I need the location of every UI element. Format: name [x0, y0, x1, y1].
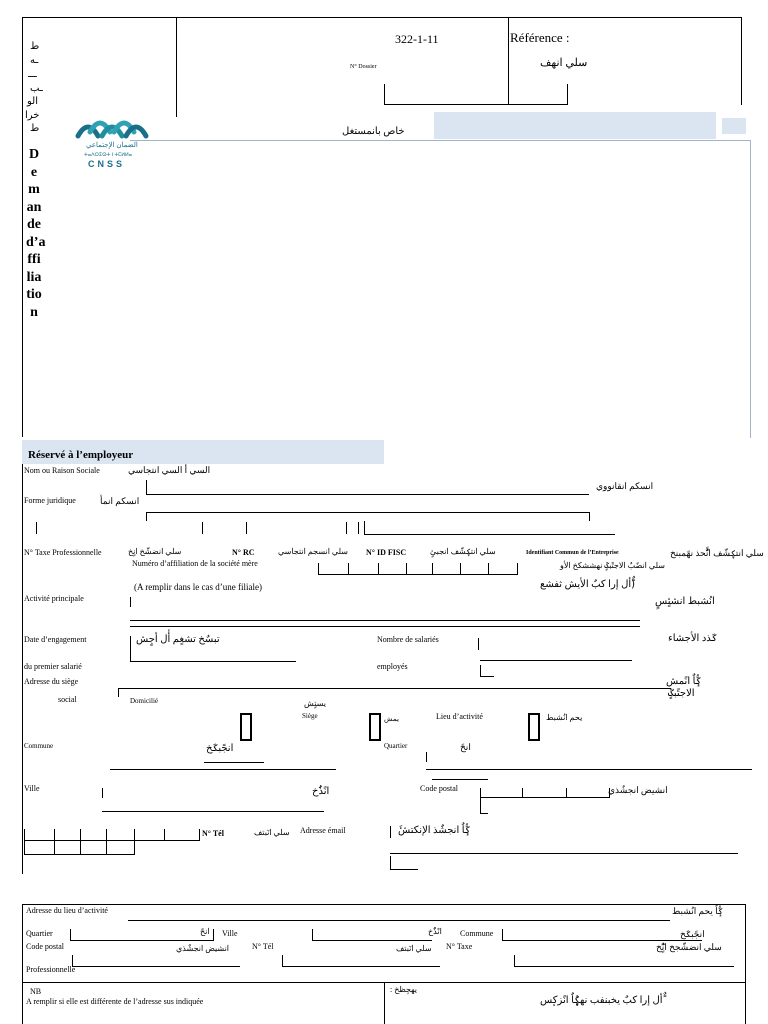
commune-label: Commune: [24, 742, 54, 750]
aa-postal-label: Code postal: [26, 942, 64, 951]
tel-label: N° Tél: [202, 829, 224, 838]
address-label-ar2: الاجتًبػٍ: [668, 688, 695, 699]
address-label-ar: ػُٕاٌ انًمش: [666, 676, 702, 687]
logo-small-text: ⵜⴰⴷⵔⵉⵙⵜ ⵏ ⵜⵎⵍⵍⴰ: [84, 153, 132, 158]
reference-label-ar: سلي انهف: [540, 57, 588, 69]
idfisc-label: N° ID FISC: [366, 548, 407, 557]
aa-taxe-label-ar: سلي انضشّجخ انًٍُٓخ: [656, 942, 722, 952]
vertical-title: Demande d’affiliation: [26, 147, 46, 320]
address-input[interactable]: [118, 688, 671, 697]
aa-commune-input[interactable]: [502, 929, 702, 941]
fill-note-ar: (ًٌأل إرا كبٌ الأيش ثفشع: [540, 579, 636, 590]
legal-form-label-ar: انسكم انمأ: [100, 496, 140, 506]
header-area: [0, 0, 768, 320]
email-input[interactable]: [390, 853, 738, 854]
aa-professional-label: Professionnelle: [26, 965, 76, 974]
email-label-ar: ػُٕاٌ انجشٌذ الإنكتشَٔ: [398, 825, 471, 836]
aa-tel-label: N° Tél: [252, 942, 274, 951]
nb-note: A remplir si elle est différente de l’adresse sus indiquée: [26, 997, 204, 1006]
aa-quartier-input[interactable]: [70, 929, 214, 941]
rc-label: N° RC: [232, 548, 255, 557]
address-label: Adresse du siège: [24, 677, 79, 686]
commune-label-ar: انجًبػخ: [206, 743, 234, 754]
legal-form-input[interactable]: [146, 512, 590, 521]
affiliation-parent-label: Numéro d’affiliation de la société mère: [132, 559, 258, 568]
aa-commune-label: Commune: [460, 929, 494, 938]
tel-label-ar: سلي انٓبتف: [254, 828, 290, 837]
ville-label: Ville: [24, 784, 40, 793]
commune-input[interactable]: [110, 769, 336, 770]
header-left-fragment: ط: [30, 41, 40, 52]
domicile-checkbox[interactable]: [240, 713, 252, 741]
aa-ville-label-ar: انًذٌُخ: [428, 927, 442, 936]
employer-section-title: Réservé à l’employeur: [28, 449, 134, 461]
aa-postal-label-ar: انشيض انجشٌذي: [176, 944, 230, 953]
place-label: Lieu d’activité: [436, 712, 483, 721]
activity-address-title: Adresse du lieu d’activité: [26, 906, 108, 915]
engagement-input[interactable]: [130, 661, 296, 662]
idfisc-label-ar: سلي انتؼشّف انجبئٍ: [430, 547, 496, 556]
siege-checkbox[interactable]: [369, 713, 381, 741]
ville-input[interactable]: [102, 811, 324, 812]
postal-label-ar: انشيض انجشٌذي: [608, 785, 668, 795]
employees-label: Nombre de salariés: [377, 635, 439, 644]
name-label: Nom ou Raison Sociale: [24, 466, 100, 475]
siege-label: Siège: [302, 712, 318, 720]
postal-label: Code postal: [420, 784, 458, 793]
header-left-fragment: خرا: [25, 110, 40, 121]
banner-band-end: [722, 118, 746, 134]
quartier-label-ar: انحً: [460, 742, 471, 752]
ice-label: Identifiant Commun de l’Entreprise: [526, 550, 619, 556]
activity-label: Activité principale: [24, 594, 84, 603]
affiliation-parent-boxes[interactable]: [318, 562, 518, 574]
tax-label-ar: سلي انضشّخ انٍخ: [128, 547, 182, 556]
place-checkbox[interactable]: [528, 713, 540, 741]
employees2-label: employés: [377, 662, 408, 671]
aa-taxe-label: N° Taxe: [446, 942, 473, 951]
nb-label: NB: [30, 987, 42, 996]
name-input[interactable]: [146, 480, 589, 495]
aa-tel-label-ar: سلي انٓبتف: [396, 944, 432, 953]
engagement-label-ar: تبسٌخ تشغٍم أٔل أجٍش: [136, 634, 220, 645]
banner-label-ar: خاص بانمستغل: [342, 126, 405, 137]
dossier-number: 322-1-11: [395, 32, 439, 46]
nb-note-ar: ًٌأل إرا كبٌ يخبنفب نهؼُٕاٌ انًزكٕس: [540, 995, 663, 1006]
activity-label-ar: انُشبط انشئٍسٍ: [655, 596, 715, 607]
quartier-label: Quartier: [384, 742, 408, 750]
ville-label-ar: انًذٌُخ: [312, 786, 330, 797]
logo-ar-text: الضمان الإجتماعي: [86, 141, 138, 149]
place-label-ar: يحم انُشبط: [546, 713, 583, 722]
header-left-fragment: الو: [27, 96, 38, 107]
header-left-fragment: ط: [30, 123, 40, 134]
employees-label-ar: ػذد الأجشاء: [668, 633, 718, 644]
nb-label-ar: يهحٕظخ :: [390, 985, 418, 994]
logo-acronym: CNSS: [88, 159, 126, 169]
aa-commune-label-ar: انجًبػخ: [680, 929, 705, 939]
tel-boxes[interactable]: [24, 829, 200, 855]
social-label: social: [58, 695, 77, 704]
banner-band: [434, 112, 716, 139]
tax-label: N° Taxe Professionnelle: [24, 548, 102, 557]
first-employee-label: du premier salarié: [24, 662, 82, 671]
aa-quartier-label-ar: انحً: [200, 927, 210, 936]
aa-ville-input[interactable]: [312, 929, 432, 941]
legal-form-label: Forme juridique: [24, 496, 76, 505]
fill-note: (A remplir dans le cas d’une filiale): [134, 582, 262, 592]
idfisc-input[interactable]: [364, 521, 615, 535]
dossier-number-field[interactable]: [384, 84, 568, 105]
aa-tel-input[interactable]: [282, 955, 440, 967]
name-label-ar-left: السي أ السي انتجاسي: [128, 465, 211, 475]
activity-address-title-ar: ػُٕاٌ يحم انُشبط: [672, 906, 724, 916]
reference-label: Référence :: [510, 30, 570, 45]
aa-quartier-label: Quartier: [26, 929, 53, 938]
aa-ville-label: Ville: [222, 929, 238, 938]
quartier-input[interactable]: [426, 769, 752, 770]
activity-address-input[interactable]: [128, 920, 670, 921]
aa-postal-input[interactable]: [72, 955, 240, 967]
rc-label-ar: سلي انسجم انتجاسي: [278, 547, 348, 556]
header-left-fragment: ـــ: [28, 69, 37, 80]
email-label: Adresse émail: [300, 826, 346, 835]
ice-label-ar2: سلي انضًبٌ الاجتًبػٍ نهششكخ الأو: [560, 561, 665, 570]
engagement-label: Date d’engagement: [24, 635, 87, 644]
siege-label-ar: يمش: [384, 715, 399, 723]
dossier-label: N° Dossier: [350, 64, 377, 70]
name-label-ar-right: انسكم انقانووي: [596, 481, 654, 491]
employees-input[interactable]: [480, 660, 632, 661]
header-left-fragment: ـب: [30, 83, 43, 94]
domicile-label: Domicilié: [130, 697, 158, 705]
header-left-fragment: ـه: [30, 55, 39, 66]
postal-boxes[interactable]: [480, 788, 610, 814]
activity-input[interactable]: [130, 620, 640, 621]
ice-label-ar: سلي انتؼشّف انًٌّحذ نهًمبنخ: [670, 548, 764, 558]
domicile-label-ar: يستٍش: [304, 699, 326, 708]
aa-taxe-input[interactable]: [514, 955, 734, 967]
cnss-logo: [72, 108, 150, 170]
